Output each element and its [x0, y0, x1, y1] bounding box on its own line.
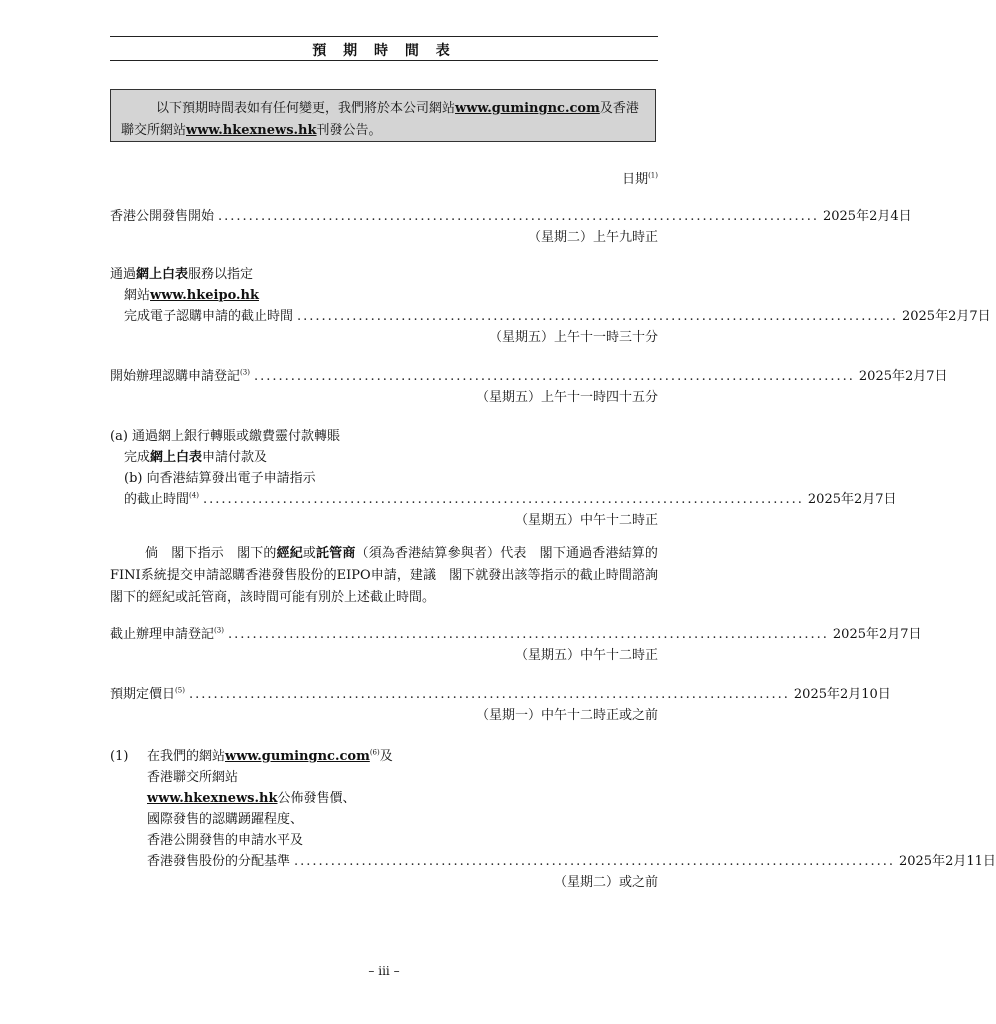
leader-dots: ..................................................................................................	[202, 492, 804, 507]
event-registration-open: 開始辦理認購申請登記$^{(3)}$ .................................................................................................. 2025年2月7日 （星期五）上午十一時四十五分	[110, 366, 658, 408]
hkex-website-link[interactable]: www.hkexnews.hk	[186, 123, 317, 138]
broker-instruction-paragraph: 倘 閣下指示 閣下的經紀或託管商（須為香港結算參與者）代表 閣下通過香港結算的FINI系統提交申請認購香港發售股份的EIPO申請，建議 閣下就發出該等指示的截止時間諮詢 閣下的經紀或託管商，該時間可能有別於上述截止時間。	[110, 546, 672, 605]
event-public-offer-start: 香港公開發售開始 .................................................................................................. 2025年2月4日 （星期二）上午九時正	[110, 206, 658, 248]
hkex-website-link[interactable]: www.hkexnews.hk	[147, 791, 278, 806]
header-bottom-rule	[110, 60, 658, 61]
hkeipo-website-link[interactable]: www.hkeipo.hk	[150, 288, 259, 303]
notice-box	[110, 89, 656, 142]
event-allotment-announcement: (1) 在我們的網站www.gumingnc.com$^{(6)}$及 香港聯交所網站 www.hkexnews.hk公佈發售價、 國際發售的認購踴躍程度、 香港公開發售的申請水平及 香港發售股份的分配基準 .................................................................................................. 2025年2月11日 （星期二）或之前	[110, 748, 996, 890]
leader-dots: ..................................................................................................	[253, 369, 855, 384]
event-registration-close: 截止辦理申請登記$^{(3)}$ .................................................................................................. 2025年2月7日 （星期五）中午十二時正	[110, 624, 658, 666]
leader-dots: ..................................................................................................	[294, 854, 895, 869]
event-electronic-application-deadline: 通過網上白表服務以指定 網站www.hkeipo.hk 完成電子認購申請的截止時間 .................................................................................................. 2025年2月7日 （星期五）上午十一時三十分	[110, 267, 991, 345]
company-website-link[interactable]: www.gumingnc.com	[225, 749, 370, 764]
notice-line-1: 以下預期時間表如有任何變更，我們將於本公司網站www.gumingnc.com及香港	[156, 101, 639, 116]
leader-dots: ..................................................................................................	[297, 309, 898, 324]
page-number: – iii –	[368, 964, 400, 978]
company-website-link[interactable]: www.gumingnc.com	[455, 101, 600, 116]
date-column-header: 日期$^{(1)}$	[622, 171, 658, 187]
leader-dots: ..................................................................................................	[188, 687, 790, 702]
page-title: 預 期 時 間 表	[312, 43, 456, 59]
event-price-determination: 預期定價日$^{(5)}$ .................................................................................................. 2025年2月10日 （星期一）中午十二時正或之前	[110, 684, 658, 726]
leader-dots: ..................................................................................................	[218, 209, 819, 224]
event-payment-deadline: (a) 通過網上銀行轉賬或繳費靈付款轉賬 完成網上白表申請付款及 (b) 向香港結算發出電子申請指示 的截止時間$^{(4)}$ .................................................................................................. 2025年2月7日 （星期五）中午十二時正	[110, 429, 897, 528]
leader-dots: ..................................................................................................	[227, 627, 829, 642]
header-top-rule	[110, 36, 658, 37]
notice-line-2: 聯交所網站www.hkexnews.hk刊發公告。	[121, 123, 382, 138]
